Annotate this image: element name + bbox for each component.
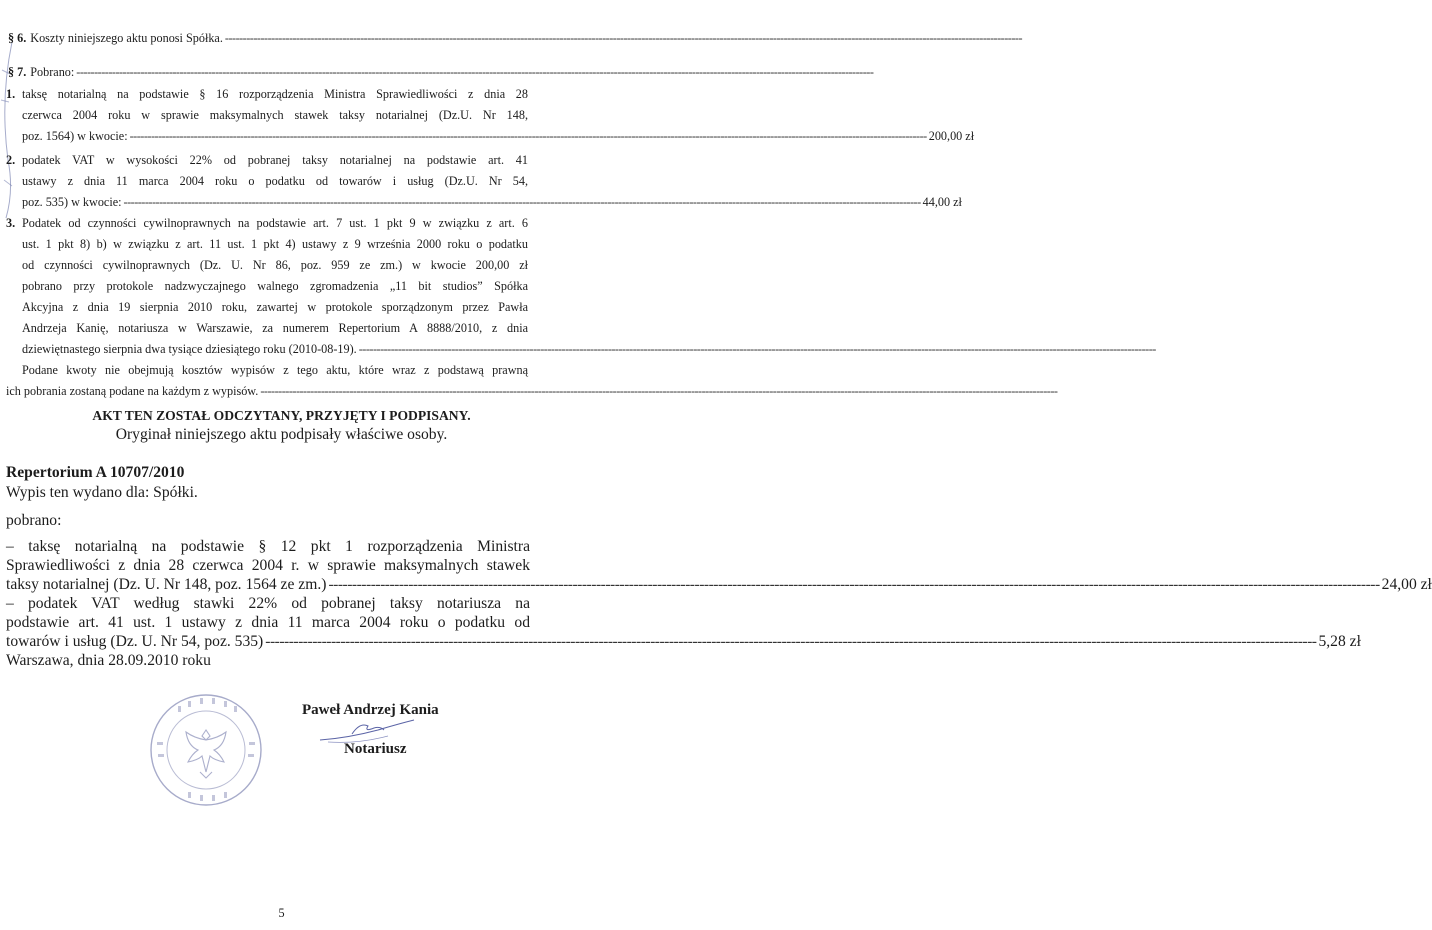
item-line: Akcyjna z dnia 19 sierpnia 2010 roku, zawartej w protokole sporządzonym przez Pawła [22,300,528,314]
item-amount-row [22,339,1156,360]
note-line: ich pobrania zostaną podane na każdym z wypisów. [6,384,259,398]
fee-line: – podatek VAT według stawki 22% od pobranej taksy notariusza na [6,595,530,612]
fee-line: podstawie art. 41 ust. 1 ustawy z dnia 11 marca 2004 roku o podatku od [6,614,530,631]
dash-filler: -------------------------------------------------------------------------------------------------------------------------------------------------------------------------------------------------------------------------------- [224,31,1023,45]
repertorium-number: Repertorium A 10707/2010 [6,464,185,481]
item-line: poz. 535) w kwocie: [22,195,122,209]
item-amount-row [22,126,975,147]
fee-line: Sprawiedliwości z dnia 28 czerwca 2004 r. w sprawie maksymalnych stawek [6,557,530,574]
section-label: § 7. [8,65,27,79]
fee-amount: 24,00 zł [1381,576,1432,593]
item-line: ustawy z dnia 11 marca 2004 roku o podatku od towarów i usług (Dz.U. Nr 54, [22,174,528,188]
fee-amount-row [6,575,1432,594]
place-date: Warszawa, dnia 28.09.2010 roku [6,652,211,669]
dash-filler: -------------------------------------------------------------------------------------------------------------------------------------------------------------------------------------------------------------------------------- [328,576,1380,593]
fee-line: towarów i usług (Dz. U. Nr 54, poz. 535) [6,633,264,650]
fee-line: – taksę notarialną na podstawie § 12 pkt 1 rozporządzenia Ministra [6,538,530,555]
section-7 [8,62,874,83]
item-amount: 200,00 zł [928,129,975,143]
notary-name: Paweł Andrzej Kania [302,702,439,718]
dash-filler: -------------------------------------------------------------------------------------------------------------------------------------------------------------------------------------------------------------------------------- [129,129,927,143]
item-line: taksę notarialną na podstawie § 16 rozporządzenia Ministra Sprawiedliwości z dnia 28 [22,87,528,101]
fee-amount-row [6,632,1361,651]
item-amount: 44,00 zł [922,195,962,209]
pobrano-label: pobrano: [6,512,62,529]
section-text: Koszty niniejszego aktu ponosi Spółka. [30,31,223,45]
dash-filler: -------------------------------------------------------------------------------------------------------------------------------------------------------------------------------------------------------------------------------- [76,65,874,79]
item-amount-row [22,192,962,213]
item-line: czerwca 2004 roku w sprawie maksymalnych stawek taksy notarialnej (Dz.U. Nr 148, [22,108,528,122]
notary-title: Notariusz [344,741,407,757]
item-line: Podatek od czynności cywilnoprawnych na podstawie art. 7 ust. 1 pkt 9 w związku z art. 6 [22,216,528,230]
note-row [6,381,1058,402]
item-line: dziewiętnastego sierpnia dwa tysiące dziesiątego roku (2010-08-19). [22,342,357,356]
item-line: Andrzeja Kanię, notariusza w Warszawie, za numerem Repertorium A 8888/2010, z dnia [22,321,528,335]
note-line: Podane kwoty nie obejmują kosztów wypisów z tego aktu, które wraz z podstawą prawną [22,363,528,377]
dash-filler: -------------------------------------------------------------------------------------------------------------------------------------------------------------------------------------------------------------------------------- [358,342,1156,356]
dash-filler: -------------------------------------------------------------------------------------------------------------------------------------------------------------------------------------------------------------------------------- [123,195,921,209]
fee-amount: 5,28 zł [1318,633,1361,650]
item-line: ust. 1 pkt 8) b) w związku z art. 11 ust. 1 pkt 4) ustawy z 9 września 2000 roku o podatku [22,237,528,251]
signed-statement: Oryginał niniejszego aktu podpisały właściwe osoby. [115,426,448,443]
item-number: 2. [6,153,16,167]
item-number: 1. [6,87,16,101]
wypis-recipient: Wypis ten wydano dla: Spółki. [6,484,198,501]
item-line: pobrano przy protokole nadzwyczajnego walnego zgromadzenia „11 bit studios” Spółka [22,279,528,293]
section-label: § 6. [8,31,27,45]
item-line: poz. 1564) w kwocie: [22,129,128,143]
dash-filler: -------------------------------------------------------------------------------------------------------------------------------------------------------------------------------------------------------------------------------- [260,384,1058,398]
notary-seal-stamp [148,692,264,808]
dash-filler: -------------------------------------------------------------------------------------------------------------------------------------------------------------------------------------------------------------------------------- [265,633,1317,650]
page-number: 5 [278,906,285,920]
closing-statement: AKT TEN ZOSTAŁ ODCZYTANY, PRZYJĘTY I PODPISANY. [92,408,471,423]
fee-line: taksy notarialnej (Dz. U. Nr 148, poz. 1564 ze zm.) [6,576,327,593]
section-text: Pobrano: [30,65,75,79]
item-number: 3. [6,216,16,230]
section-6 [8,28,1023,49]
item-line: podatek VAT w wysokości 22% od pobranej taksy notarialnej na podstawie art. 41 [22,153,528,167]
item-line: od czynności cywilnoprawnych (Dz. U. Nr 86, poz. 959 ze zm.) w kwocie 200,00 zł [22,258,528,272]
